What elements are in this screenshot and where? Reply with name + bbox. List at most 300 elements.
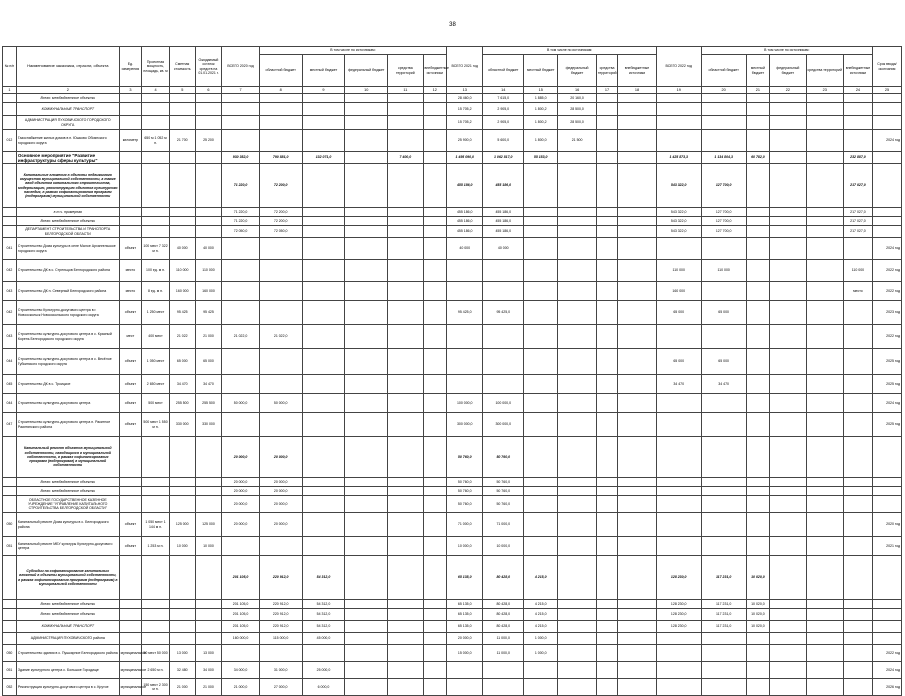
- value-cell: [596, 325, 617, 349]
- value-cell: [770, 325, 806, 349]
- value-cell: [596, 556, 617, 600]
- value-cell: [222, 103, 259, 116]
- deadline-cell: 2023 год: [872, 301, 901, 325]
- value-cell: [618, 208, 657, 217]
- row-number-cell: 047: [3, 413, 17, 437]
- unit-cell: [119, 478, 141, 487]
- name-cell: Газоснабжение жилых домов в п. Юшково Обоянского городского округа: [16, 130, 119, 152]
- value-cell: [746, 130, 770, 152]
- value-cell: [558, 487, 597, 496]
- value-cell: 71 000,0: [483, 513, 524, 537]
- src-header: средства территорий: [596, 55, 617, 87]
- table-row: [3, 662, 902, 679]
- value-cell: [259, 238, 302, 260]
- value-cell: [345, 208, 388, 217]
- unit-header: Ед. измерения: [119, 47, 141, 87]
- value-cell: [302, 375, 345, 394]
- value-cell: [843, 116, 872, 130]
- value-cell: [558, 282, 597, 301]
- value-cell: [618, 496, 657, 513]
- deadline-cell: 2022 год: [872, 645, 901, 662]
- cost-cell: [169, 621, 195, 633]
- value-cell: 110 000: [843, 260, 872, 282]
- table-row: [3, 217, 902, 226]
- value-cell: [618, 282, 657, 301]
- column-number-cell: 9: [302, 87, 345, 94]
- column-number-cell: 21: [746, 87, 770, 94]
- value-cell: [483, 260, 524, 282]
- value-cell: 2 905,0: [483, 116, 524, 130]
- cost-cell: 330 000: [169, 413, 195, 437]
- remaining-cell: [195, 217, 222, 226]
- value-cell: [524, 282, 558, 301]
- value-cell: [618, 94, 657, 103]
- value-cell: [770, 217, 806, 226]
- column-number-cell: 22: [770, 87, 806, 94]
- remaining-cell: [195, 116, 222, 130]
- value-cell: [447, 679, 483, 696]
- remaining-cell: 10 000: [195, 537, 222, 556]
- value-cell: [618, 633, 657, 645]
- value-cell: 5 600,0: [483, 130, 524, 152]
- row-number-cell: 012: [3, 130, 17, 152]
- value-cell: [746, 164, 770, 208]
- value-cell: [656, 496, 701, 513]
- value-cell: 50 760,0: [447, 437, 483, 478]
- value-cell: [746, 645, 770, 662]
- value-cell: [770, 633, 806, 645]
- value-cell: [618, 600, 657, 609]
- value-cell: 20 000,0: [222, 487, 259, 496]
- value-cell: [388, 394, 423, 413]
- value-cell: [388, 325, 423, 349]
- value-cell: 55 153,0: [524, 152, 558, 164]
- value-cell: 455 186,0: [483, 164, 524, 208]
- remaining-cell: 255 500: [195, 394, 222, 413]
- remaining-cell: 125 000: [195, 513, 222, 537]
- name-cell: Строительство ДК п. Северный Белгородского района: [16, 282, 119, 301]
- value-cell: [558, 478, 597, 487]
- value-cell: 100 000,0: [447, 394, 483, 413]
- value-cell: [388, 103, 423, 116]
- value-cell: [388, 437, 423, 478]
- row-number-cell: [3, 609, 17, 621]
- capacity-cell: [142, 478, 170, 487]
- column-number-cell: 2: [16, 87, 119, 94]
- value-cell: 543 322,0: [656, 164, 701, 208]
- value-cell: [596, 413, 617, 437]
- value-cell: [843, 130, 872, 152]
- capacity-cell: 1 050 мест 1 144 м п.: [142, 513, 170, 537]
- name-cell: Всего: межбюджетные объекты: [16, 609, 119, 621]
- value-cell: [596, 349, 617, 375]
- unit-cell: [119, 217, 141, 226]
- value-cell: [770, 130, 806, 152]
- value-cell: 4 215,0: [524, 600, 558, 609]
- value-cell: [701, 413, 746, 437]
- value-cell: [770, 513, 806, 537]
- value-cell: 28 500,0: [558, 116, 597, 130]
- value-cell: [558, 437, 597, 478]
- unit-cell: объект: [119, 394, 141, 413]
- deadline-cell: 2025 год: [872, 413, 901, 437]
- value-cell: [302, 94, 345, 103]
- value-cell: 50 760,0: [447, 487, 483, 496]
- value-cell: [423, 103, 447, 116]
- value-cell: [302, 394, 345, 413]
- column-number-cell: 10: [345, 87, 388, 94]
- value-cell: [770, 600, 806, 609]
- value-cell: 50 760,0: [483, 496, 524, 513]
- value-cell: [423, 130, 447, 152]
- value-cell: 95 425,0: [483, 301, 524, 325]
- value-cell: [388, 556, 423, 600]
- value-cell: [558, 513, 597, 537]
- deadline-cell: [872, 621, 901, 633]
- name-header: Наименование заказчика, отрасли, объекта: [16, 47, 119, 87]
- value-cell: [618, 437, 657, 478]
- remaining-cell: 25 200: [195, 130, 222, 152]
- value-cell: [618, 325, 657, 349]
- value-cell: [618, 413, 657, 437]
- value-cell: 40 000: [447, 238, 483, 260]
- src-header: внебюджетные источники: [843, 55, 872, 87]
- name-cell: Всего: межбюджетные объекты: [16, 487, 119, 496]
- value-cell: [345, 103, 388, 116]
- value-cell: [806, 116, 843, 130]
- value-cell: [746, 103, 770, 116]
- value-cell: [843, 413, 872, 437]
- col-num-header: № п/п: [3, 47, 17, 87]
- value-cell: [388, 413, 423, 437]
- value-cell: [388, 487, 423, 496]
- row-number-cell: 043: [3, 325, 17, 349]
- value-cell: 115 000,0: [259, 633, 302, 645]
- value-cell: 217 027,0: [843, 164, 872, 208]
- row-number-cell: [3, 487, 17, 496]
- value-cell: [770, 645, 806, 662]
- value-cell: [302, 164, 345, 208]
- value-cell: [618, 238, 657, 260]
- value-cell: [302, 226, 345, 238]
- value-cell: [259, 301, 302, 325]
- capacity-cell: [142, 217, 170, 226]
- value-cell: [596, 164, 617, 208]
- value-cell: 1 885,0: [524, 94, 558, 103]
- value-cell: [302, 413, 345, 437]
- column-number-cell: 6: [195, 87, 222, 94]
- value-cell: 10 020,0: [746, 609, 770, 621]
- value-cell: [770, 496, 806, 513]
- column-number-cell: 14: [483, 87, 524, 94]
- value-cell: [388, 513, 423, 537]
- value-cell: 201 105,0: [222, 609, 259, 621]
- value-cell: [746, 662, 770, 679]
- value-cell: [618, 164, 657, 208]
- column-number-cell: 13: [447, 87, 483, 94]
- row-number-cell: 051: [3, 662, 17, 679]
- unit-cell: [119, 487, 141, 496]
- value-cell: [596, 208, 617, 217]
- capacity-cell: 500 мест: [142, 394, 170, 413]
- deadline-cell: 2022 год: [872, 260, 901, 282]
- capacity-cell: 2 650 мест: [142, 375, 170, 394]
- cost-cell: 21 000: [169, 679, 195, 696]
- value-cell: [558, 645, 597, 662]
- capacity-cell: [142, 164, 170, 208]
- sources-2022-header: В том числе по источникам:: [701, 47, 872, 55]
- value-cell: 128 230,0: [656, 556, 701, 600]
- table-row: [3, 301, 902, 325]
- name-cell: Строительство ДК в с. Троицкое: [16, 375, 119, 394]
- value-cell: [843, 633, 872, 645]
- src-header: областной бюджет: [701, 55, 746, 87]
- value-cell: 790 881,0: [259, 152, 302, 164]
- value-cell: [447, 260, 483, 282]
- unit-cell: [119, 600, 141, 609]
- column-number-cell: 5: [169, 87, 195, 94]
- table-row: [3, 116, 902, 130]
- deadline-cell: 2022 год: [872, 282, 901, 301]
- value-cell: 127 700,0: [701, 208, 746, 217]
- value-cell: [746, 487, 770, 496]
- value-cell: [524, 164, 558, 208]
- value-cell: [596, 621, 617, 633]
- value-cell: [558, 413, 597, 437]
- value-cell: [423, 487, 447, 496]
- unit-cell: [119, 116, 141, 130]
- value-cell: [483, 349, 524, 375]
- value-cell: 50 000,0: [259, 394, 302, 413]
- value-cell: 455 186,0: [483, 226, 524, 238]
- cost-cell: 21 022: [169, 325, 195, 349]
- column-number-cell: 4: [142, 87, 170, 94]
- value-cell: [302, 496, 345, 513]
- value-cell: [843, 600, 872, 609]
- column-number-cell: 23: [806, 87, 843, 94]
- value-cell: 80 428,0: [483, 556, 524, 600]
- value-cell: [558, 496, 597, 513]
- value-cell: [656, 662, 701, 679]
- value-cell: [423, 116, 447, 130]
- value-cell: [388, 94, 423, 103]
- value-cell: [558, 609, 597, 621]
- value-cell: [618, 645, 657, 662]
- sources-2021-header: В том числе по источникам:: [483, 47, 656, 55]
- row-number-cell: 044: [3, 394, 17, 413]
- value-cell: 21 500: [558, 130, 597, 152]
- value-cell: 160 000,0: [222, 633, 259, 645]
- capacity-cell: [142, 94, 170, 103]
- deadline-cell: [872, 487, 901, 496]
- value-cell: [388, 478, 423, 487]
- row-number-cell: 044: [3, 349, 17, 375]
- name-cell: Капитальный ремонт Дома культуры в с. Белгородского района: [16, 513, 119, 537]
- value-cell: [558, 375, 597, 394]
- value-cell: [423, 375, 447, 394]
- remaining-cell: [195, 496, 222, 513]
- value-cell: 54 312,0: [302, 621, 345, 633]
- value-cell: [388, 130, 423, 152]
- value-cell: [746, 238, 770, 260]
- value-cell: [806, 478, 843, 487]
- value-cell: 20 000,0: [259, 437, 302, 478]
- remaining-cell: [195, 478, 222, 487]
- value-cell: [447, 325, 483, 349]
- deadline-cell: [872, 103, 901, 116]
- value-cell: 21 000,0: [222, 679, 259, 696]
- value-cell: [596, 609, 617, 621]
- value-cell: 65 135,0: [447, 621, 483, 633]
- value-cell: [770, 437, 806, 478]
- cost-cell: 32 480: [169, 662, 195, 679]
- value-cell: 128 230,0: [656, 600, 701, 609]
- value-cell: [806, 600, 843, 609]
- value-cell: [770, 164, 806, 208]
- table-row: [3, 679, 902, 696]
- value-cell: [302, 282, 345, 301]
- value-cell: [596, 226, 617, 238]
- remaining-cell: 21 000: [195, 325, 222, 349]
- value-cell: 455 186,0: [483, 208, 524, 217]
- value-cell: [701, 103, 746, 116]
- value-cell: [302, 349, 345, 375]
- value-cell: [558, 621, 597, 633]
- row-number-cell: [3, 437, 17, 478]
- value-cell: [596, 600, 617, 609]
- name-cell: Всего: межбюджетные объекты: [16, 94, 119, 103]
- deadline-cell: 2022 год: [872, 325, 901, 349]
- table-row: [3, 325, 902, 349]
- total-2020-header: ВСЕГО 2020 год: [222, 47, 259, 87]
- value-cell: 80 428,0: [483, 621, 524, 633]
- value-cell: [558, 600, 597, 609]
- value-cell: [388, 609, 423, 621]
- value-cell: 1 800,2: [524, 116, 558, 130]
- value-cell: [345, 609, 388, 621]
- value-cell: 20 000,0: [259, 513, 302, 537]
- value-cell: [259, 537, 302, 556]
- value-cell: [388, 217, 423, 226]
- value-cell: [770, 679, 806, 696]
- cost-cell: 10 000: [169, 537, 195, 556]
- value-cell: [345, 238, 388, 260]
- total-2021-header: ВСЕГО 2021 год: [447, 47, 483, 87]
- src-header: областной бюджет: [259, 55, 302, 87]
- value-cell: 20 000,0: [259, 478, 302, 487]
- cost-cell: [169, 116, 195, 130]
- value-cell: [388, 537, 423, 556]
- value-cell: [302, 130, 345, 152]
- value-cell: [423, 94, 447, 103]
- total-2022-header: ВСЕГО 2022 год: [656, 47, 701, 87]
- value-cell: [618, 513, 657, 537]
- value-cell: [618, 116, 657, 130]
- value-cell: [345, 437, 388, 478]
- value-cell: 31 000,0: [259, 662, 302, 679]
- value-cell: 28 500,0: [558, 103, 597, 116]
- value-cell: [656, 633, 701, 645]
- value-cell: [302, 260, 345, 282]
- value-cell: [423, 609, 447, 621]
- src-header: внебюджетные источники: [423, 55, 447, 87]
- name-cell: Строительство культурно-досугового центра п. Ракитное Ракитянского района: [16, 413, 119, 437]
- value-cell: [656, 325, 701, 349]
- value-cell: [345, 116, 388, 130]
- value-cell: [345, 662, 388, 679]
- row-number-cell: [3, 217, 17, 226]
- cost-cell: [169, 609, 195, 621]
- row-number-cell: 051: [3, 537, 17, 556]
- value-cell: [524, 537, 558, 556]
- remaining-cell: [195, 226, 222, 238]
- value-cell: 10 020,0: [746, 600, 770, 609]
- row-number-cell: 045: [3, 375, 17, 394]
- table-row: [3, 645, 902, 662]
- value-cell: [618, 487, 657, 496]
- value-cell: [524, 238, 558, 260]
- deadline-cell: [872, 633, 901, 645]
- value-cell: [770, 260, 806, 282]
- value-cell: [746, 301, 770, 325]
- value-cell: 117 231,0: [701, 556, 746, 600]
- deadline-cell: [872, 609, 901, 621]
- value-cell: [843, 349, 872, 375]
- deadline-cell: [872, 226, 901, 238]
- value-cell: [423, 600, 447, 609]
- value-cell: 11 000,0: [483, 645, 524, 662]
- value-cell: [524, 217, 558, 226]
- sources-2020-header: В том числе по источникам:: [259, 47, 446, 55]
- value-cell: [388, 679, 423, 696]
- value-cell: [806, 375, 843, 394]
- deadline-cell: [872, 116, 901, 130]
- value-cell: 72 050,0: [259, 226, 302, 238]
- value-cell: 1 062 817,0: [483, 152, 524, 164]
- value-cell: [618, 217, 657, 226]
- value-cell: [345, 301, 388, 325]
- unit-cell: объект: [119, 238, 141, 260]
- value-cell: [701, 496, 746, 513]
- value-cell: [746, 349, 770, 375]
- table-row: [3, 487, 902, 496]
- deadline-cell: [872, 94, 901, 103]
- value-cell: [806, 496, 843, 513]
- cost-cell: [169, 556, 195, 600]
- value-cell: [806, 679, 843, 696]
- value-cell: 50 760,0: [483, 487, 524, 496]
- row-number-cell: [3, 164, 17, 208]
- capacity-cell: [142, 208, 170, 217]
- value-cell: [388, 116, 423, 130]
- name-cell: Всего: межбюджетные объекты: [16, 600, 119, 609]
- value-cell: [596, 94, 617, 103]
- value-cell: 117 231,0: [701, 609, 746, 621]
- cost-cell: [169, 217, 195, 226]
- value-cell: 71 220,0: [222, 208, 259, 217]
- column-number-cell: 25: [872, 87, 901, 94]
- unit-cell: объект: [119, 513, 141, 537]
- value-cell: [701, 478, 746, 487]
- value-cell: 20 160,0: [558, 94, 597, 103]
- table-row: [3, 437, 902, 478]
- value-cell: [345, 226, 388, 238]
- value-cell: [806, 645, 843, 662]
- value-cell: [843, 513, 872, 537]
- value-cell: 20 000,0: [259, 496, 302, 513]
- cost-cell: [169, 478, 195, 487]
- value-cell: 72 200,0: [259, 217, 302, 226]
